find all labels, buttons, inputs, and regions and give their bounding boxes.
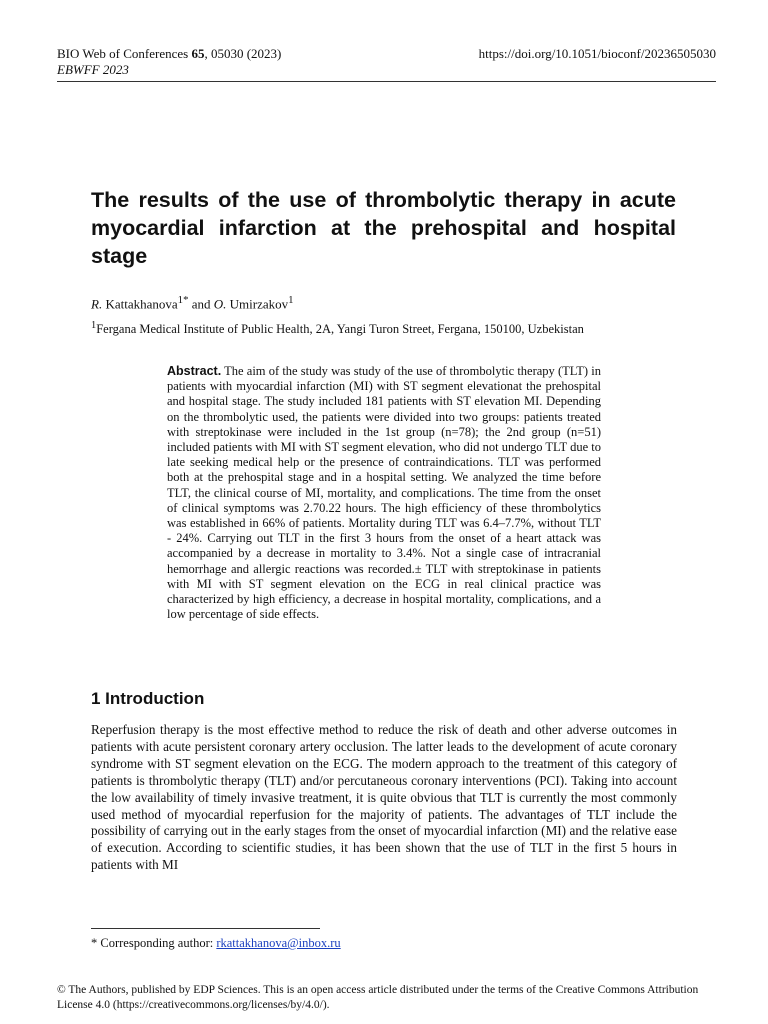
author-2-name: Umirzakov [226,296,289,312]
header-divider [57,81,716,82]
email-link[interactable]: rkattakhanova@inbox.ru [216,936,341,950]
abstract [167,364,601,622]
affiliation: $^1$Fergana Medical Institute of Public Health, 2A, Yangi Turon Street, Fergana, 150100, Uzbekistan [91,320,584,337]
running-header-left [57,46,281,78]
author-1-initial: R. [91,296,103,312]
author-1-name: Kattakhanova [102,296,178,312]
conference-name: EBWFF 2023 [57,62,129,77]
abstract-text: The aim of the study was study of the use of thrombolytic therapy (TLT) in patients with myocardial infarction (MI) with ST segment elevationat the prehospital and hospital stage. The study included 181 patients with ST elevation MI. Depending on the thrombolytic used, the patients were divided into two groups: patients treated with streptokinase were included in the 1st group (n=78); the 2nd group (n=51) included patients with MI with ST segment elevation, who did not undergo TLT due to late seeking medical help or the presence of contraindications. TLT was performed both at the prehospital stage and in a hospital setting. We analyzed the time before TLT, the clinical course of MI, mortality, and complications. The time from the onset of clinical symptoms was 2.70.22 hours. The high efficiency of these thrombolytics was established in 66% of patients. Mortality during TLT was 6.4–7.7%, without TLT - 24%. Carrying out TLT in the first 3 hours from the onset of a heart attack was accompanied by a decrease in mortality to 3.4%. Not a single case of intracranial hemorrhage and allergic reactions was recorded.± TLT with streptokinase in patients with MI with ST segment elevation on the ECG in real clinical practice was characterized by high efficiency, a decrease in hospital mortality, complications, and a low percentage of side effects. [167,364,601,622]
section-heading: 1 Introduction [91,689,205,708]
journal-volume: 65 [191,46,205,61]
license-notice: © The Authors, published by EDP Sciences. This is an open access article distributed under the terms of the Creative Commons Attribution License 4.0 (https://creativecommons.org/licenses/by/4.0/). [57,984,699,1011]
author-1-affil-mark: 1* [177,294,189,306]
corresponding-author-footnote: * Corresponding author: rkattakhanova@inbox.ru [91,936,341,950]
doi-link[interactable]: https://doi.org/10.1051/bioconf/20236505030 [478,46,716,61]
introduction-paragraph: Reperfusion therapy is the most effective method to reduce the risk of death and other adverse outcomes in patients with acute persistent coronary artery occlusion. The latter leads to the development of acute coronary syndrome with ST segment elevation on the ECG. The modern approach to the treatment of this category of patients is thrombolytic therapy (TLT) and/or percutaneous coronary interventions (PCI). Taking into account the low availability of timely invasive treatment, it is quite obvious that TLT is currently the most commonly used method of myocardial reperfusion for the majority of patients. The advantages of TLT include the possibility of carrying out in the early stages from the onset of myocardial infarction (MI) and the relative ease of execution. According to scientific studies, it has been shown that the use of TLT in the first 5 hours in patients with MI [91,722,677,873]
author-list: R. Kattakhanova$^{1*}$ and O. Umirzakov$^1$ [91,294,294,312]
journal-citation: BIO Web of Conferences 65, 05030 (2023) [57,46,282,61]
paper-title: The results of the use of thrombolytic therapy in acute myocardial infarction at the prehospital and hospital stage [91,188,676,268]
author-2-initial: O. [213,296,227,312]
author-2-affil-mark: 1 [288,294,294,306]
abstract-label: Abstract. [167,364,222,378]
footnote-divider [91,928,320,929]
